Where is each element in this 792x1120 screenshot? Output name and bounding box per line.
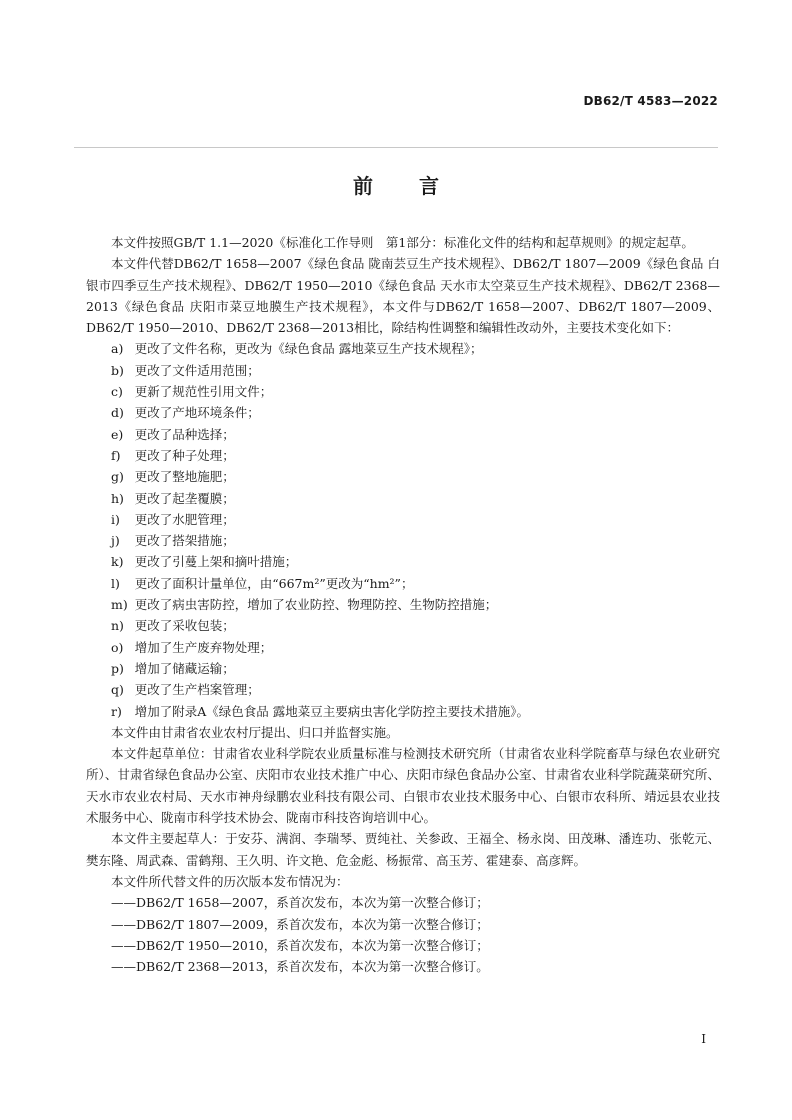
list-item-marker: d) xyxy=(111,405,124,421)
history-list-item: ——DB62/T 1807—2009，系首次发布，本次为第一次整合修订； xyxy=(111,916,489,932)
list-item-text: 更改了搭架措施； xyxy=(134,533,235,549)
changes-list xyxy=(86,338,720,721)
list-item-marker: m) xyxy=(111,597,128,613)
list-item-marker: f) xyxy=(111,447,121,463)
intro-paragraph-2: 本文件代替DB62/T 1658—2007《绿色食品 陇南芸豆生产技术规程》、DB62/T 1807—2009《绿色食品 白银市四季豆生产技术规程》、DB62/T 1950—2010《绿色食品 天水市太空菜豆生产技术规程》、DB62/T 2368—2013《绿色食品 庆阳市菜豆地膜生产技术规程》，本文件与DB62/T 1658—2007、DB62/T 1807—2009、DB62/T 1950—2010、DB62/T 2368—2013相比，除结构性调整和编辑性改动外，主要技术变化如下： xyxy=(86,256,720,336)
list-item-text: 更改了文件适用范围； xyxy=(134,362,260,378)
history-list-item: ——DB62/T 2368—2013，系首次发布，本次为第一次整合修订。 xyxy=(111,959,489,975)
change-list-item xyxy=(86,338,720,359)
list-item-text: 更改了整地施肥； xyxy=(134,469,235,485)
list-item-marker: q) xyxy=(111,682,124,698)
list-item-text: 更改了病虫害防控，增加了农业防控、物理防控、生物防控措施； xyxy=(134,597,498,613)
list-item-text: 更改了生产档案管理； xyxy=(134,682,260,698)
list-item-marker: p) xyxy=(111,660,124,676)
header-rule xyxy=(74,147,718,148)
list-item-marker: j) xyxy=(111,533,120,549)
change-list-item xyxy=(86,637,720,658)
page-number: I xyxy=(701,1032,706,1046)
list-item-text: 增加了储藏运输； xyxy=(134,660,235,676)
list-item-marker: i) xyxy=(111,511,120,527)
drafters-paragraph: 本文件主要起草人：于安芬、满润、李瑞琴、贾纯社、关参政、王福全、杨永岗、田茂琳、潘连功、张乾元、樊东隆、周武森、雷鹤翔、王久明、许文艳、危金彪、杨振常、高玉芳、霍建泰、高彦辉。 xyxy=(86,831,720,868)
list-item-marker: c) xyxy=(111,384,123,400)
change-list-item xyxy=(86,530,720,551)
list-item-marker: r) xyxy=(111,703,122,719)
page-title: 前言 xyxy=(353,174,485,198)
change-list-item xyxy=(86,573,720,594)
list-item-text: 更改了文件名称，更改为《绿色食品 露地菜豆生产技术规程》； xyxy=(134,341,483,357)
change-list-item xyxy=(86,381,720,402)
list-item-text: 更改了水肥管理； xyxy=(134,511,235,527)
change-list-item xyxy=(86,466,720,487)
history-list-item: ——DB62/T 1950—2010，系首次发布，本次为第一次整合修订； xyxy=(111,937,489,953)
list-item-text: 更改了面积计量单位，由“667m²”更改为“hm²”； xyxy=(134,575,414,591)
list-item-marker: k) xyxy=(111,554,124,570)
list-item-marker: n) xyxy=(111,618,124,634)
list-item-marker: b) xyxy=(111,362,124,378)
list-item-text: 增加了附录A《绿色食品 露地菜豆主要病虫害化学防控主要技术措施》。 xyxy=(134,703,530,719)
change-list-item xyxy=(86,615,720,636)
change-list-item xyxy=(86,488,720,509)
document-body xyxy=(86,232,720,977)
change-list-item xyxy=(86,594,720,615)
change-list-item xyxy=(86,679,720,700)
list-item-text: 更改了采收包装； xyxy=(134,618,235,634)
history-list-item: ——DB62/T 1658—2007，系首次发布，本次为第一次整合修订； xyxy=(111,895,489,911)
history-list xyxy=(86,892,720,977)
proposer-paragraph: 本文件由甘肃省农业农村厅提出、归口并监督实施。 xyxy=(111,724,399,740)
list-item-marker: h) xyxy=(111,490,124,506)
drafting-units-paragraph: 本文件起草单位：甘肃省农业科学院农业质量标准与检测技术研究所（甘肃省农业科学院畜草与绿色农业研究所）、甘肃省绿色食品办公室、庆阳市农业技术推广中心、庆阳市绿色食品办公室、甘肃省农业科学院蔬菜研究所、天水市农业农村局、天水市神舟绿鹏农业科技有限公司、白银市农业技术服务中心、白银市农科所、靖远县农业技术服务中心、陇南市科学技术协会、陇南市科技咨询培训中心。 xyxy=(86,746,720,826)
list-item-marker: e) xyxy=(111,426,124,442)
list-item-text: 更新了规范性引用文件； xyxy=(134,384,273,400)
list-item-text: 更改了起垄覆膜； xyxy=(134,490,235,506)
list-item-marker: a) xyxy=(111,341,124,357)
list-item-text: 增加了生产废弃物处理； xyxy=(134,639,273,655)
change-list-item xyxy=(86,360,720,381)
list-item-text: 更改了产地环境条件； xyxy=(134,405,260,421)
intro-paragraph-1: 本文件按照GB/T 1.1—2020《标准化工作导则 第1部分：标准化文件的结构和起草规则》的规定起草。 xyxy=(111,235,694,250)
change-list-item xyxy=(86,445,720,466)
list-item-marker: o) xyxy=(111,639,124,655)
list-item-marker: l) xyxy=(111,575,120,591)
change-list-item xyxy=(86,509,720,530)
change-list-item xyxy=(86,424,720,445)
history-intro: 本文件所代替文件的历次版本发布情况为： xyxy=(111,873,349,889)
list-item-text: 更改了引蔓上架和摘叶措施； xyxy=(134,554,298,570)
change-list-item xyxy=(86,701,720,722)
change-list-item xyxy=(86,658,720,679)
list-item-text: 更改了种子处理； xyxy=(134,447,235,463)
change-list-item xyxy=(86,551,720,572)
list-item-text: 更改了品种选择； xyxy=(134,426,235,442)
list-item-marker: g) xyxy=(111,469,124,485)
change-list-item xyxy=(86,402,720,423)
standard-code: DB62/T 4583—2022 xyxy=(583,94,718,108)
